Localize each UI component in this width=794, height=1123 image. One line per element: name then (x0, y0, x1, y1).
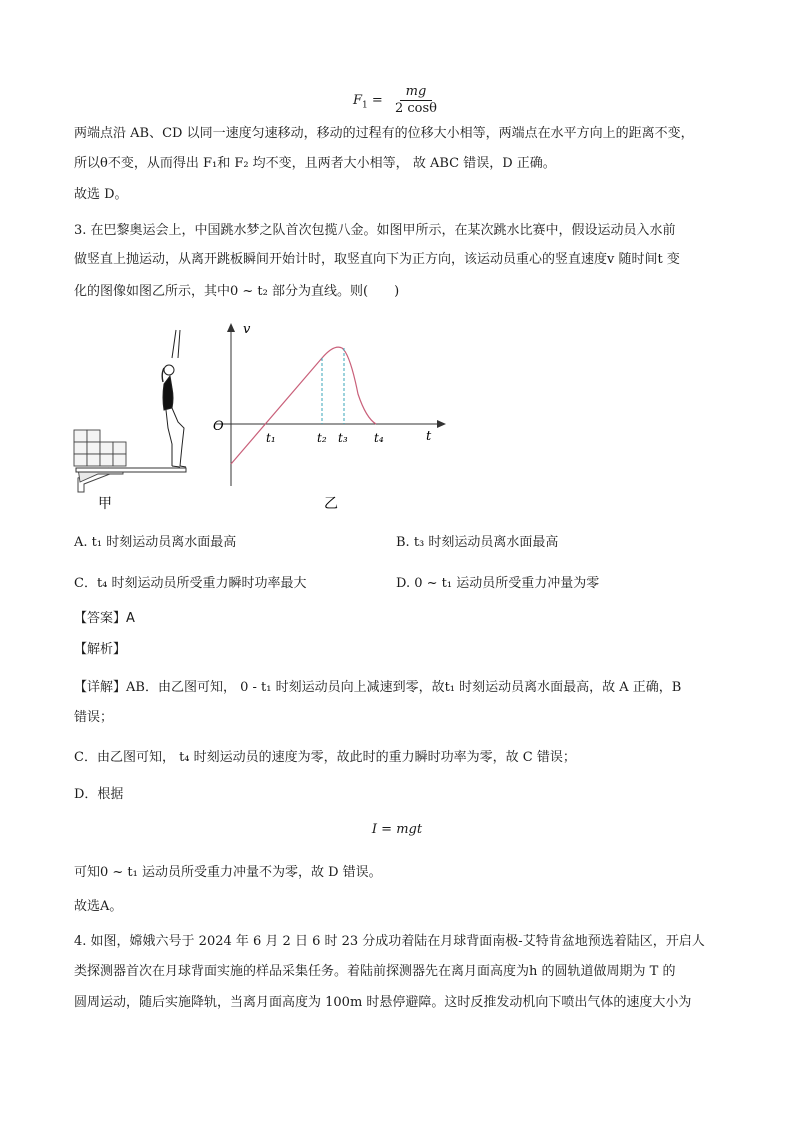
vt-graph (213, 322, 446, 486)
q3-analysis-tag: 【解析】 (74, 642, 127, 657)
q3-stem-line1: 3. 在巴黎奥运会上，中国跳水梦之队首次包揽八金。如图甲所示，在某次跳水比赛中，假设运动员入水前 (74, 223, 676, 238)
tick-t2: t₂ (317, 431, 327, 445)
formula-f1-lhs: F (353, 93, 363, 108)
q3-answer-tag: 【答案】A (74, 611, 135, 626)
prev-answer: 故选 D。 (74, 187, 128, 202)
q3-detail-line1: 【详解】AB．由乙图可知， 0 - t₁ 时刻运动员向上减速到零，故t₁ 时刻运动员离水面最高，故 A 正确，B (74, 680, 682, 695)
formula-f1-numerator: mg (400, 84, 433, 101)
q3-option-d: D. 0 ~ t₁ 运动员所受重力冲量为零 (396, 576, 600, 591)
origin-label: O (213, 419, 224, 434)
tick-t1: t₁ (266, 431, 276, 445)
q4-stem-line3: 圆周运动，随后实施降轨，当离月面高度为 100m 时悬停避障。这时反推发动机向下喷出气体的速度大小为 (74, 995, 692, 1010)
diver-illustration (74, 330, 186, 492)
v-axis-label: v (243, 322, 251, 337)
formula-f1-lhs-sub: 1 (362, 100, 368, 111)
q3-figure (68, 318, 458, 518)
q3-answer: 故选A。 (74, 899, 123, 914)
q4-stem-line2: 类探测器首次在月球背面实施的样品采集任务。着陆前探测器先在离月面高度为h 的圆轨道做周期为 T 的 (74, 964, 676, 979)
q4-stem-line1: 4. 如图，嫦娥六号于 2024 年 6 月 2 日 6 时 23 分成功着陆在月球背面南极-艾特肯盆地预选着陆区，开启人 (74, 934, 705, 949)
formula-f1-fraction (391, 84, 441, 117)
q3-detail-line3: C．由乙图可知， t₄ 时刻运动员的速度为零，故此时的重力瞬时功率为零，故 C 错误； (74, 750, 576, 765)
q3-stem-line3: 化的图像如图乙所示，其中0 ~ t₂ 部分为直线。则( ) (74, 284, 400, 299)
formula-f1-denominator: 2 cosθ (394, 101, 437, 116)
fig-left-label: 甲 (98, 496, 112, 512)
formula-f1-eq: = (367, 93, 387, 108)
tick-t4: t₄ (374, 431, 384, 445)
q3-detail-line4: D．根据 (74, 787, 124, 802)
prev-text-line2: 所以θ不变，从而得出 F₁和 F₂ 均不变，且两者大小相等， 故 ABC 错误，D 正确。 (74, 156, 556, 171)
prev-text-line1: 两端点沿 AB、CD 以同一速度匀速移动，移动的过程有的位移大小相等，两端点在水平方向上的距离不变， (74, 126, 694, 141)
q3-formula-impulse: I = mgt (371, 822, 423, 837)
fig-right-label: 乙 (324, 496, 338, 512)
q3-option-a: A. t₁ 时刻运动员离水面最高 (74, 535, 237, 550)
q3-stem-line2: 做竖直上抛运动，从离开跳板瞬间开始计时，取竖直向下为正方向，该运动员重心的竖直速度v 随时间t 变 (74, 252, 680, 267)
velocity-curve (231, 347, 376, 464)
v-axis-arrow (227, 323, 235, 332)
t-axis-arrow (437, 420, 446, 428)
formula-f1 (0, 84, 794, 117)
tick-t3: t₃ (338, 431, 348, 445)
t-axis-label: t (426, 429, 432, 444)
q3-option-c: C．t₄ 时刻运动员所受重力瞬时功率最大 (74, 576, 307, 591)
q3-detail-line5: 可知0 ~ t₁ 运动员所受重力冲量不为零，故 D 错误。 (74, 865, 382, 880)
q3-option-b: B. t₃ 时刻运动员离水面最高 (396, 535, 559, 550)
q3-detail-line2: 错误； (74, 710, 114, 725)
